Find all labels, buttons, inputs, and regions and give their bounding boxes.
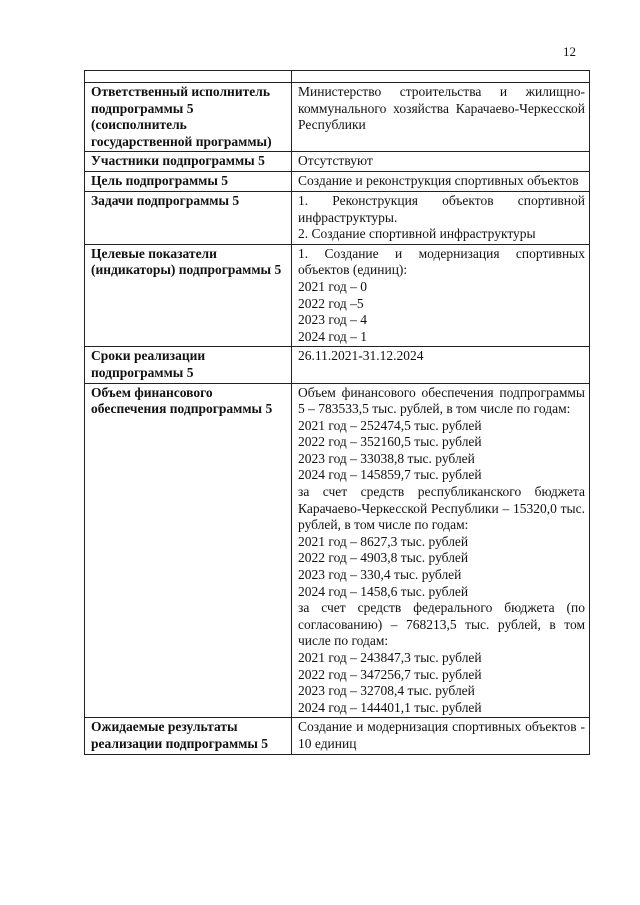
table-row (85, 152, 590, 172)
value-line: 2022 год – 347256,7 тыс. рублей (298, 666, 482, 682)
value-line: 2021 год – 243847,3 тыс. рублей (298, 650, 482, 665)
table-row (85, 718, 590, 754)
row-label: Сроки реализации подпрограммы 5 (85, 347, 292, 383)
value-line: Создание и реконструкция спортивных объектов (298, 172, 579, 188)
row-label (85, 71, 292, 83)
value-line: 2023 год – 32708,4 тыс. рублей (298, 683, 475, 699)
value-line: 2024 год – 1458,6 тыс. рублей (298, 583, 469, 599)
row-value (292, 383, 590, 718)
table-row (85, 71, 590, 83)
row-label: Цель подпрограммы 5 (85, 171, 292, 191)
table-row (85, 191, 590, 244)
table-row (85, 244, 590, 347)
subprogram-passport-table (84, 70, 590, 755)
table-row (85, 347, 590, 383)
value-line: 2022 год – 4903,8 тыс. рублей (298, 550, 469, 566)
value-line: Отсутствуют (298, 153, 373, 169)
value-line: 2024 год – 1 (298, 328, 368, 344)
row-label: Участники подпрограммы 5 (85, 152, 292, 172)
row-value (292, 347, 590, 383)
value-line: 2024 год – 145859,7 тыс. рублей (298, 467, 482, 483)
value-line: Объем финансового обеспечения подпрограммы 5 – 783533,5 тыс. рублей, в том числе по годам: (298, 384, 585, 417)
value-line: за счет средств федерального бюджета (по согласованию) – 768213,5 тыс. рублей, в том числе по годам: (298, 600, 585, 649)
row-value (292, 718, 590, 754)
row-value (292, 191, 590, 244)
value-line: 2021 год – 252474,5 тыс. рублей (298, 417, 482, 433)
table-row (85, 171, 590, 191)
page-number: 12 (563, 44, 576, 59)
row-label: Целевые показатели (индикаторы) подпрограммы 5 (85, 244, 292, 347)
value-line: 26.11.2021-31.12.2024 (298, 348, 424, 364)
value-line: Министерство строительства и жилищно-коммунального хозяйства Карачаево-Черкесской Республики (298, 84, 585, 133)
value-line: 1. Создание и модернизация спортивных объектов (единиц): (298, 245, 585, 278)
value-line: 2. Создание спортивной инфраструктуры (298, 226, 536, 242)
table-row (85, 383, 590, 718)
value-line: 1. Реконструкция объектов спортивной инфраструктуры. (298, 192, 585, 225)
table-row (85, 83, 590, 152)
row-label: Объем финансового обеспечения подпрограммы 5 (85, 383, 292, 718)
row-label: Ожидаемые результаты реализации подпрограммы 5 (85, 718, 292, 754)
row-value (292, 71, 590, 83)
value-line: 2021 год – 8627,3 тыс. рублей (298, 533, 469, 549)
row-value (292, 83, 590, 152)
row-label: Задачи подпрограммы 5 (85, 191, 292, 244)
value-line: 2022 год – 352160,5 тыс. рублей (298, 434, 482, 450)
value-line: за счет средств республиканского бюджета Карачаево-Черкесской Республики – 15320,0 тыс. рублей, в том числе по годам: (298, 484, 585, 533)
value-line: 2023 год – 330,4 тыс. рублей (298, 567, 462, 583)
value-line: 2023 год – 33038,8 тыс. рублей (298, 450, 475, 466)
value-line: 2023 год – 4 (298, 312, 368, 328)
value-line: Создание и модернизация спортивных объектов - 10 единиц (298, 719, 585, 751)
row-value (292, 244, 590, 347)
value-line: 2022 год –5 (298, 295, 364, 311)
value-line: 2021 год – 0 (298, 278, 368, 294)
value-line: 2024 год – 144401,1 тыс. рублей (298, 699, 482, 715)
row-label: Ответственный исполнитель подпрограммы 5 (соисполнитель государственной программы) (85, 83, 292, 152)
row-value (292, 171, 590, 191)
row-value (292, 152, 590, 172)
